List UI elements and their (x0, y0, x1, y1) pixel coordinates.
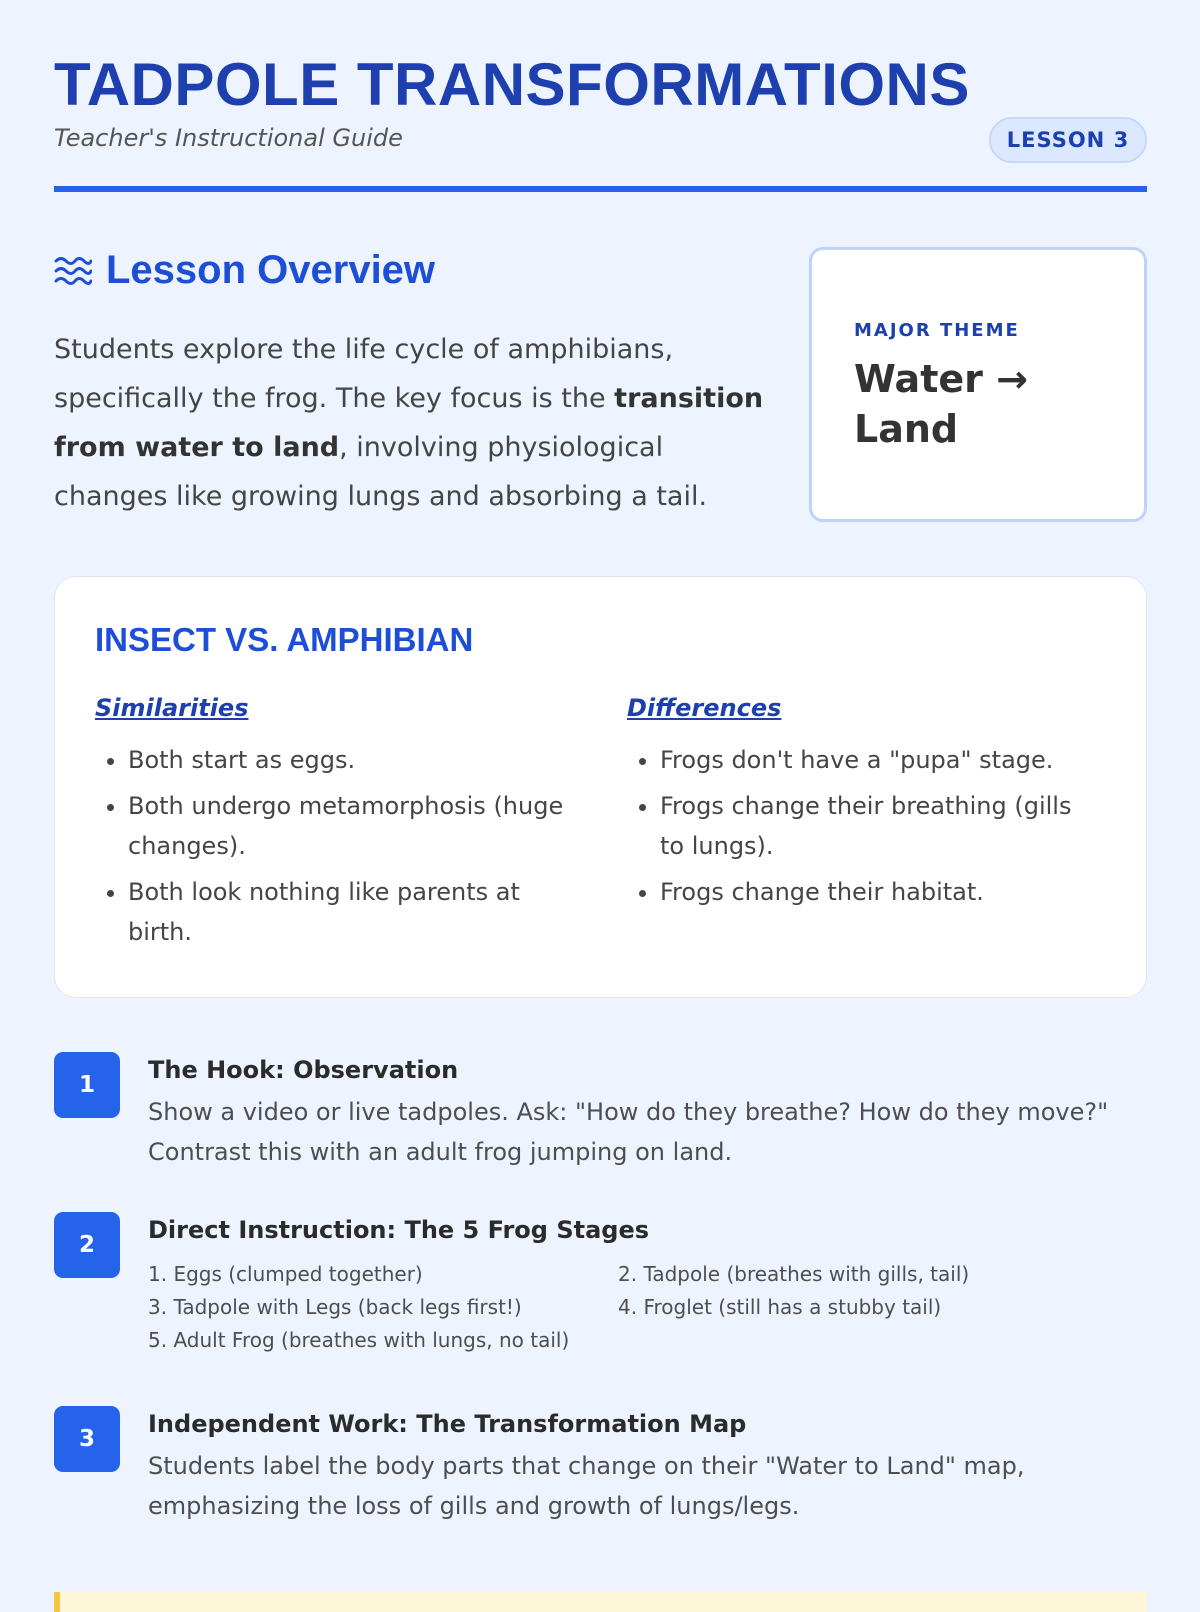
list-item: • Frogs change their breathing (gills to lungs). (660, 786, 1097, 866)
list-item: • Both look nothing like parents at birth. (128, 872, 565, 952)
overview-heading (54, 248, 435, 293)
overview-key-focus: transition from water to land (54, 383, 764, 463)
list-item: • Frogs change their habitat. (660, 872, 1097, 912)
step-body (148, 1212, 1138, 1357)
stage-item: 5. Adult Frog (breathes with lungs, no tail) (148, 1328, 570, 1352)
step-number-badge: 1 (54, 1052, 120, 1118)
step-text: Show a video or live tadpoles. Ask: "How do they breathe? How do they move?" Contrast this with an adult frog jumping on land. (148, 1098, 1109, 1166)
step-body (148, 1406, 1138, 1526)
step-number-badge: 3 (54, 1406, 120, 1472)
waves-icon (54, 254, 92, 288)
differences-column (627, 694, 1097, 918)
overview-paragraph (54, 325, 774, 521)
comparison-title: INSECT VS. AMPHIBIAN (95, 621, 474, 658)
step-text: Students label the body parts that change on their "Water to Land" map, emphasizing the loss of gills and growth of lungs/legs. (148, 1452, 1025, 1520)
theme-value: Water → Land (854, 357, 1028, 451)
similarities-heading: Similarities (95, 694, 249, 722)
stage-item: 2. Tadpole (breathes with gills, tail) (618, 1262, 970, 1286)
major-theme-card (809, 247, 1147, 522)
differences-list (627, 740, 1097, 912)
list-item: • Frogs don't have a "pupa" stage. (660, 740, 1097, 780)
comparison-card (54, 576, 1147, 998)
step-title: The Hook: Observation (148, 1056, 459, 1084)
teacher-note-box (54, 1592, 1147, 1612)
header-divider (54, 186, 1147, 192)
theme-label: MAJOR THEME (854, 320, 1020, 341)
page-title: TADPOLE TRANSFORMATIONS (54, 51, 970, 118)
step-title: Independent Work: The Transformation Map (148, 1410, 747, 1438)
lesson-badge: LESSON 3 (989, 117, 1147, 163)
similarities-list (95, 740, 565, 952)
overview-text-end: , involving physiological changes like growing lungs and absorbing a tail. (54, 432, 708, 512)
stage-item: 4. Froglet (still has a stubby tail) (618, 1295, 942, 1319)
step-body (148, 1052, 1138, 1172)
stage-item: 1. Eggs (clumped together) (148, 1262, 423, 1286)
list-item: • Both undergo metamorphosis (huge changes). (128, 786, 565, 866)
overview-text-start: Students explore the life cycle of amphibians, specifically the frog. The key focus is the (54, 334, 674, 414)
similarities-column (95, 694, 565, 958)
differences-heading: Differences (627, 694, 782, 722)
page-subtitle: Teacher's Instructional Guide (54, 124, 403, 152)
step-title: Direct Instruction: The 5 Frog Stages (148, 1216, 650, 1244)
list-item: • Both start as eggs. (128, 740, 565, 780)
step-number-badge: 2 (54, 1212, 120, 1278)
overview-title: Lesson Overview (106, 248, 436, 292)
frog-stages-list (148, 1258, 1138, 1357)
stage-item: 3. Tadpole with Legs (back legs first!) (148, 1295, 522, 1319)
